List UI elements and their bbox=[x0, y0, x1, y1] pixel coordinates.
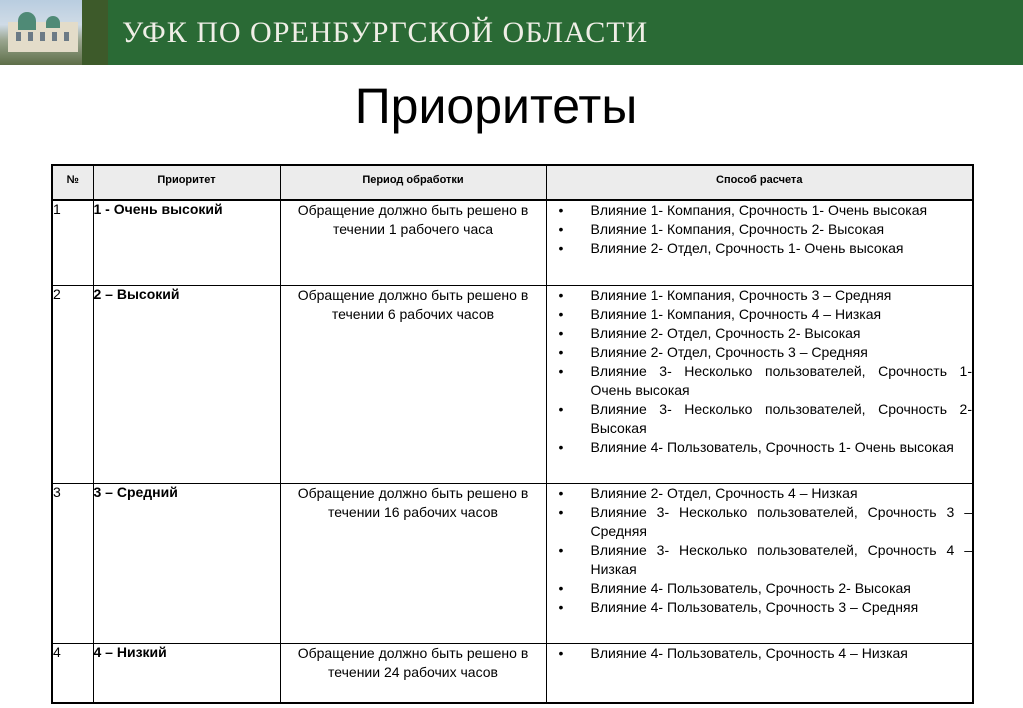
header-period: Период обработки bbox=[280, 165, 546, 200]
method-item: • Влияние 1- Компания, Срочность 2- Высокая bbox=[547, 220, 973, 239]
row-method bbox=[546, 285, 973, 483]
method-item: • Влияние 2- Отдел, Срочность 1- Очень высокая bbox=[547, 239, 973, 258]
table-row bbox=[52, 483, 973, 643]
method-item: • Влияние 2- Отдел, Срочность 3 – Средняя bbox=[547, 343, 973, 362]
table-row bbox=[52, 200, 973, 285]
method-item: • Влияние 3- Несколько пользователей, Срочность 3 – Средняя bbox=[547, 503, 973, 541]
priority-table bbox=[51, 164, 974, 704]
tree bbox=[82, 0, 108, 65]
method-item: • Влияние 3- Несколько пользователей, Срочность 4 – Низкая bbox=[547, 541, 973, 579]
row-period: Обращение должно быть решено в течении 6 рабочих часов bbox=[280, 285, 546, 483]
table-header-row bbox=[52, 165, 973, 200]
row-priority: 1 - Очень высокий bbox=[93, 200, 280, 285]
organization-title: УФК ПО ОРЕНБУРГСКОЙ ОБЛАСТИ bbox=[122, 16, 649, 49]
method-item: • Влияние 3- Несколько пользователей, Срочность 1- Очень высокая bbox=[547, 362, 973, 400]
table-row bbox=[52, 285, 973, 483]
building-window bbox=[52, 32, 57, 41]
method-item: • Влияние 4- Пользователь, Срочность 3 – Средняя bbox=[547, 598, 973, 617]
method-item: • Влияние 2- Отдел, Срочность 4 – Низкая bbox=[547, 484, 973, 503]
building-cupola bbox=[46, 16, 60, 28]
method-item: • Влияние 1- Компания, Срочность 4 – Низкая bbox=[547, 305, 973, 324]
slide-title: Приоритеты bbox=[354, 78, 638, 134]
method-list bbox=[547, 484, 973, 617]
row-method bbox=[546, 200, 973, 285]
row-period: Обращение должно быть решено в течении 1 рабочего часа bbox=[280, 200, 546, 285]
table-row bbox=[52, 643, 973, 703]
row-period: Обращение должно быть решено в течении 24 рабочих часов bbox=[280, 643, 546, 703]
method-item: • Влияние 2- Отдел, Срочность 2- Высокая bbox=[547, 324, 973, 343]
row-method bbox=[546, 483, 973, 643]
method-item: • Влияние 4- Пользователь, Срочность 2- Высокая bbox=[547, 579, 973, 598]
row-priority: 4 – Низкий bbox=[93, 643, 280, 703]
row-period: Обращение должно быть решено в течении 16 рабочих часов bbox=[280, 483, 546, 643]
method-item: • Влияние 4- Пользователь, Срочность 1- Очень высокая bbox=[547, 438, 973, 457]
building-window bbox=[28, 32, 33, 41]
method-list bbox=[547, 644, 973, 663]
building-dome bbox=[18, 12, 36, 30]
method-list bbox=[547, 286, 973, 457]
method-item: • Влияние 1- Компания, Срочность 3 – Средняя bbox=[547, 286, 973, 305]
method-item: • Влияние 1- Компания, Срочность 1- Очень высокая bbox=[547, 201, 973, 220]
header-num: № bbox=[52, 165, 93, 200]
building-photo bbox=[0, 0, 108, 65]
header-priority: Приоритет bbox=[93, 165, 280, 200]
row-num: 3 bbox=[52, 483, 93, 643]
header-method: Способ расчета bbox=[546, 165, 973, 200]
building-window bbox=[40, 32, 45, 41]
row-method bbox=[546, 643, 973, 703]
method-list bbox=[547, 201, 973, 258]
row-priority: 3 – Средний bbox=[93, 483, 280, 643]
method-item: • Влияние 3- Несколько пользователей, Срочность 2- Высокая bbox=[547, 400, 973, 438]
row-priority: 2 – Высокий bbox=[93, 285, 280, 483]
building-window bbox=[64, 32, 69, 41]
header-banner bbox=[0, 0, 1023, 65]
row-num: 2 bbox=[52, 285, 93, 483]
row-num: 4 bbox=[52, 643, 93, 703]
method-item: • Влияние 4- Пользователь, Срочность 4 – Низкая bbox=[547, 644, 973, 663]
building-window bbox=[16, 32, 21, 41]
row-num: 1 bbox=[52, 200, 93, 285]
